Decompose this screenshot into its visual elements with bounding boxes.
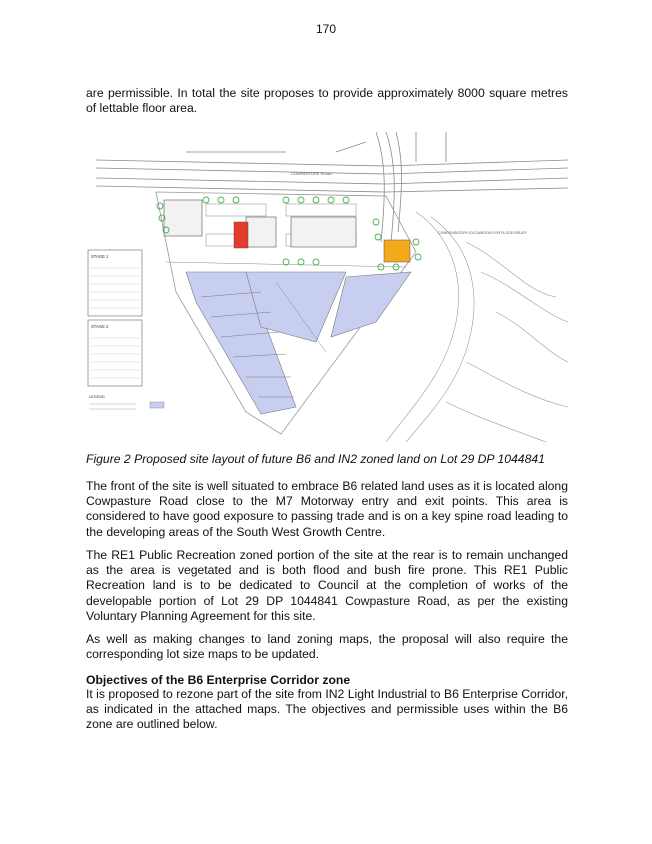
paragraph-lot-size-maps: As well as making changes to land zoning maps, the proposal will also require the corresponding lot size maps to be updated. [86,632,568,662]
legend [89,395,164,409]
site-plan-drawing [86,122,568,444]
orange-building [384,240,410,262]
industrial-lot-east [331,272,411,337]
page-number: 170 [315,22,337,36]
site-layout-figure [86,122,568,444]
paragraph-rezone: It is proposed to rezone part of the site from IN2 Light Industrial to B6 Enterprise Corridor, as indicated in the attached maps. The objectives and permissible uses within the B6 zone are outlined below. [86,687,568,732]
flood-relief-note: COMPENSATORY EXCAVATION FOR FLOOD RELIEF [438,231,527,235]
figure-caption: Figure 2 Proposed site layout of future B6 and IN2 zoned land on Lot 29 DP 1044841 [86,452,545,466]
road-label: COWPASTURE ROAD [291,171,333,176]
svg-text:LEGEND: LEGEND [89,395,105,399]
svg-text:STAGE 1: STAGE 1 [91,254,109,259]
paragraph-re1-rear: The RE1 Public Recreation zoned portion of the site at the rear is to remain unchanged as the area is vegetated and is both flood and bush fire prone. This RE1 Public Recreation land is to be dedicated to Council at the completion of works of the developable portion of Lot 29 DP 1044841 Cowpasture Road, as per the existing Voluntary Planning Agreement for this site. [86,548,568,623]
intro-paragraph: are permissible. In total the site proposes to provide approximately 8000 square metres of lettable floor area. [86,86,568,116]
stage-2-table [88,320,142,386]
paragraph-b6-front: The front of the site is well situated to embrace B6 related land uses as it is located along Cowpasture Road close to the M7 Motorway entry and exit points. This area is considered to have good exposure to passing trade and is on a key spine road leading to the developing areas of the South West Growth Centre. [86,479,568,539]
red-building [234,222,248,248]
stage-1-table [88,250,142,316]
svg-text:STAGE 2: STAGE 2 [91,324,109,329]
building-blocks [164,200,356,247]
section-heading: Objectives of the B6 Enterprise Corridor zone [86,673,351,687]
